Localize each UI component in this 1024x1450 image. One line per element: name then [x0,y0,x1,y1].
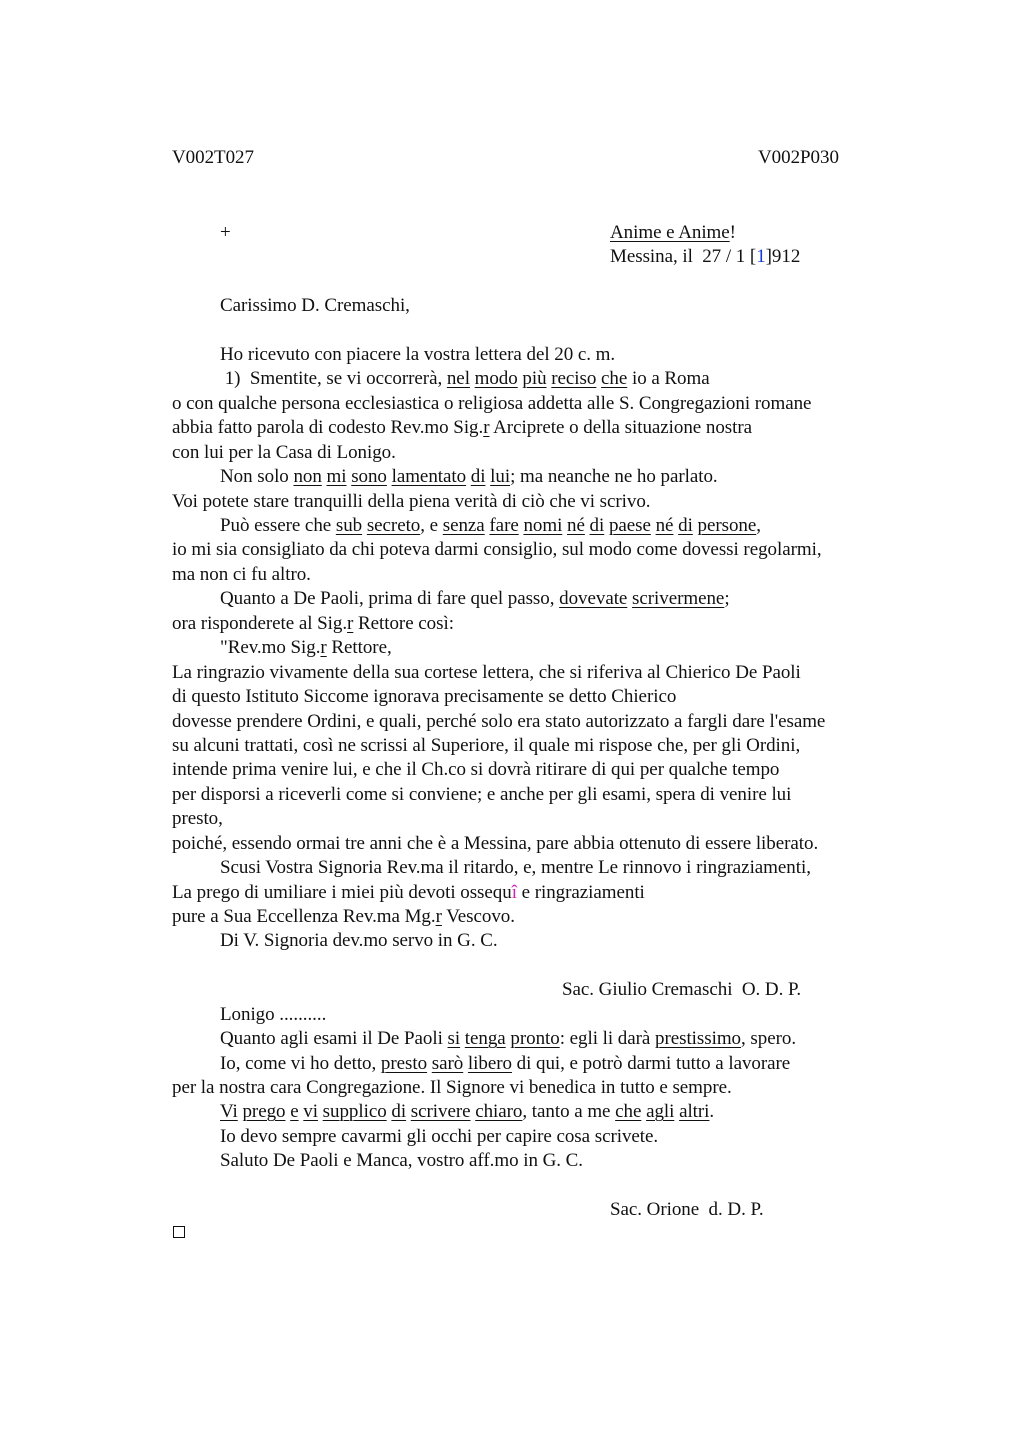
body-line: La prego di umiliare i miei più devoti ossequî e ringraziamenti [172,882,645,903]
body-line: Non solo non mi sono lamentato di lui; ma neanche ne ho parlato. [220,466,718,487]
body-line: presto, [172,808,223,829]
body-line: o con qualche persona ecclesiastica o religiosa addetta alle S. Congregazioni romane [172,393,812,414]
salutation: Carissimo D. Cremaschi, [220,295,410,316]
body-line: ma non ci fu altro. [172,564,311,585]
body-line: intende prima venire lui, e che il Ch.co si dovrà ritirare di qui per qualche tempo [172,759,780,780]
body-line: Quanto a De Paoli, prima di fare quel passo, dovevate scrivermene; [220,588,730,609]
body-line: Di V. Signoria dev.mo servo in G. C. [220,930,498,951]
body-line: di questo Istituto Siccome ignorava precisamente se detto Chierico [172,686,677,707]
body-line: dovesse prendere Ordini, e quali, perché solo era stato autorizzato a fargli dare l'esame [172,711,826,732]
body-line: Voi potete stare tranquilli della piena verità di ciò che vi scrivo. [172,491,651,512]
body-line: Scusi Vostra Signoria Rev.ma il ritardo, e, mentre Le rinnovo i ringraziamenti, [220,857,811,878]
body-line: su alcuni trattati, così ne scrissi al Superiore, il quale mi rispose che, per gli Ordini, [172,735,801,756]
document-code-right: V002P030 [758,147,839,168]
quoted-letter-opening: "Rev.mo Sig.r Rettore, [220,637,392,658]
body-line: per disporsi a riceverli come si conviene; e anche per gli esami, spera di venire lui [172,784,792,805]
body-line: io mi sia consigliato da chi poteva darmi consiglio, sul modo come dovessi regolarmi, [172,539,822,560]
body-line: Io devo sempre cavarmi gli occhi per capire cosa scrivete. [220,1126,659,1147]
body-line: Saluto De Paoli e Manca, vostro aff.mo in G. C. [220,1150,583,1171]
body-line: 1) Smentite, se vi occorrerà, nel modo più reciso che io a Roma [220,368,710,389]
end-of-document-box-icon [173,1226,185,1238]
cross-mark: + [220,222,231,243]
body-line: Vi prego e vi supplico di scrivere chiaro, tanto a me che agli altri. [220,1101,715,1122]
body-line: Ho ricevuto con piacere la vostra lettera del 20 c. m. [220,344,616,365]
body-line: Quanto agli esami il De Paoli si tenga pronto: egli li darà prestissimo, spero. [220,1028,797,1049]
motto: Anime e Anime! [610,222,736,243]
body-line: pure a Sua Eccellenza Rev.ma Mg.r Vescovo. [172,906,515,927]
body-line: abbia fatto parola di codesto Rev.mo Sig.r Arciprete o della situazione nostra [172,417,753,438]
document-code-left: V002T027 [172,147,254,168]
body-line: Può essere che sub secreto, e senza fare nomi né di paese né di persone, [220,515,761,536]
body-line: Io, come vi ho detto, presto sarò libero di qui, e potrò darmi tutto a lavorare [220,1053,791,1074]
body-line: con lui per la Casa di Lonigo. [172,442,396,463]
signature: Sac. Orione d. D. P. [610,1199,764,1220]
body-line: poiché, essendo ormai tre anni che è a Messina, pare abbia ottenuto di essere liberato. [172,833,819,854]
body-line: ora risponderete al Sig.r Rettore così: [172,613,454,634]
body-line: Lonigo .......... [220,1004,327,1025]
body-line: per la nostra cara Congregazione. Il Signore vi benedica in tutto e sempre. [172,1077,732,1098]
dateline: Messina, il 27 / 1 [1]912 [610,246,801,267]
quoted-signature: Sac. Giulio Cremaschi O. D. P. [562,979,802,1000]
body-line: La ringrazio vivamente della sua cortese lettera, che si riferiva al Chierico De Paoli [172,662,801,683]
